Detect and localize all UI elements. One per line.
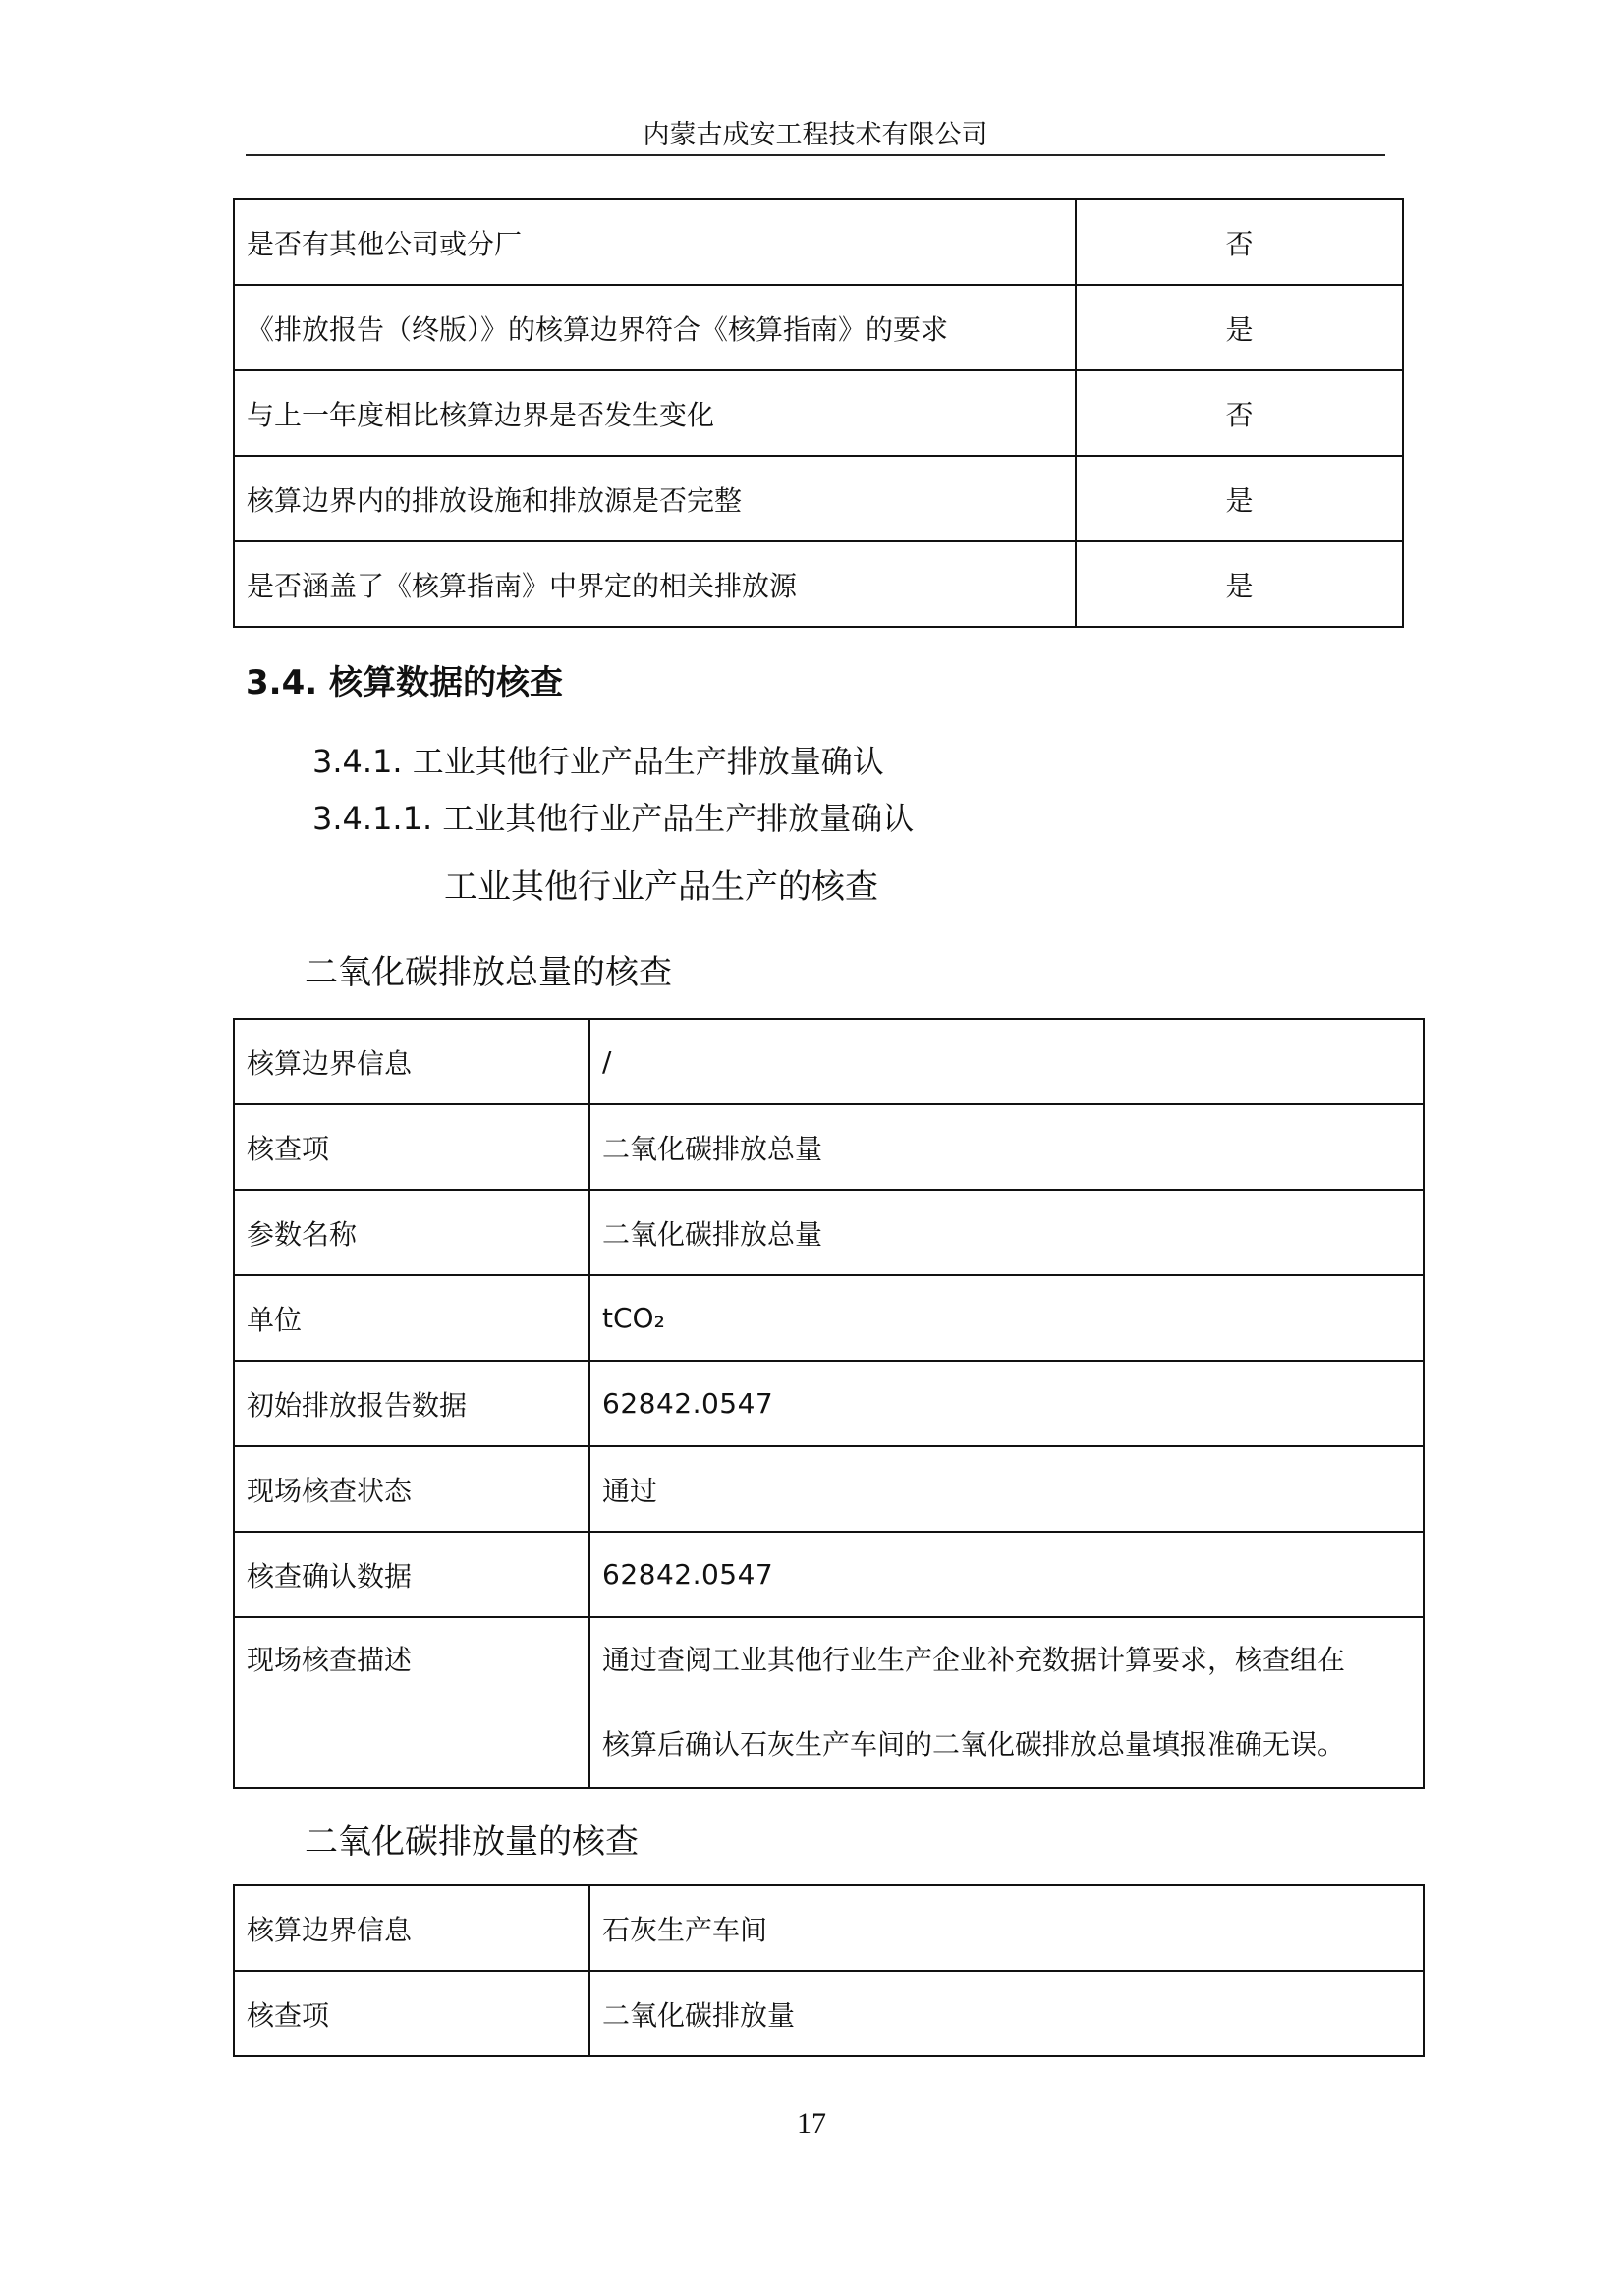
label-cell: 参数名称 xyxy=(234,1190,589,1275)
section-number: 3.4. xyxy=(246,663,318,702)
description-line: 核算后确认石灰生产车间的二氧化碳排放总量填报准确无误。 xyxy=(602,1728,1346,1761)
table-row xyxy=(234,1275,1424,1361)
value-cell: / xyxy=(589,1019,1424,1104)
answer-cell: 是 xyxy=(1076,541,1403,627)
label-cell: 初始排放报告数据 xyxy=(234,1361,589,1446)
label-cell: 现场核查状态 xyxy=(234,1446,589,1532)
table-row xyxy=(234,1885,1424,1971)
value-cell: 二氧化碳排放总量 xyxy=(589,1190,1424,1275)
value-cell: tCO₂ xyxy=(589,1275,1424,1361)
subsection-heading xyxy=(312,739,884,784)
table-row xyxy=(234,1361,1424,1446)
emission-table-title: 二氧化碳排放量的核查 xyxy=(305,1822,639,1862)
table-row xyxy=(234,199,1403,285)
header-rule xyxy=(246,154,1385,156)
table-row xyxy=(234,1019,1424,1104)
value-cell: 二氧化碳排放量 xyxy=(589,1971,1424,2056)
table-row xyxy=(234,370,1403,456)
question-cell: 核算边界内的排放设施和排放源是否完整 xyxy=(234,456,1076,541)
label-cell: 核查确认数据 xyxy=(234,1532,589,1617)
answer-cell: 是 xyxy=(1076,456,1403,541)
total-table-title: 二氧化碳排放总量的核查 xyxy=(305,953,672,992)
section-title: 核算数据的核查 xyxy=(329,663,563,702)
table-row xyxy=(234,456,1403,541)
value-cell: 62842.0547 xyxy=(589,1361,1424,1446)
label-cell: 核算边界信息 xyxy=(234,1019,589,1104)
value-cell: 石灰生产车间 xyxy=(589,1885,1424,1971)
page-header: 内蒙古成安工程技术有限公司 xyxy=(643,120,988,150)
label-cell: 核查项 xyxy=(234,1971,589,2056)
subsubsection-number: 3.4.1.1. xyxy=(312,800,433,837)
section-heading xyxy=(246,658,563,707)
value-cell: 二氧化碳排放总量 xyxy=(589,1104,1424,1190)
label-cell: 单位 xyxy=(234,1275,589,1361)
answer-cell: 是 xyxy=(1076,285,1403,370)
answer-cell: 否 xyxy=(1076,199,1403,285)
answer-cell: 否 xyxy=(1076,370,1403,456)
value-cell: 通过 xyxy=(589,1446,1424,1532)
boundary-check-table xyxy=(233,198,1404,628)
total-emission-table xyxy=(233,1018,1425,1789)
subsubsection-title: 工业其他行业产品生产排放量确认 xyxy=(442,800,915,837)
table-row xyxy=(234,1971,1424,2056)
emission-table xyxy=(233,1884,1425,2057)
label-cell: 核算边界信息 xyxy=(234,1885,589,1971)
description-cell xyxy=(589,1617,1424,1788)
table-row xyxy=(234,1446,1424,1532)
subsection-title: 工业其他行业产品生产排放量确认 xyxy=(412,743,884,780)
question-cell: 是否有其他公司或分厂 xyxy=(234,199,1076,285)
table-row xyxy=(234,1617,1424,1788)
question-cell: 《排放报告（终版）》的核算边界符合《核算指南》的要求 xyxy=(234,285,1076,370)
question-cell: 是否涵盖了《核算指南》中界定的相关排放源 xyxy=(234,541,1076,627)
table-row xyxy=(234,1532,1424,1617)
label-cell: 核查项 xyxy=(234,1104,589,1190)
page-number: 17 xyxy=(797,2107,826,2140)
table-row xyxy=(234,1104,1424,1190)
description-line: 通过查阅工业其他行业生产企业补充数据计算要求，核查组在 xyxy=(602,1644,1346,1676)
label-cell: 现场核查描述 xyxy=(234,1617,589,1788)
value-cell: 62842.0547 xyxy=(589,1532,1424,1617)
subsection-number: 3.4.1. xyxy=(312,743,403,780)
question-cell: 与上一年度相比核算边界是否发生变化 xyxy=(234,370,1076,456)
center-heading: 工业其他行业产品生产的核查 xyxy=(444,868,878,907)
subsubsection-heading xyxy=(312,796,914,841)
table-row xyxy=(234,285,1403,370)
table-row xyxy=(234,541,1403,627)
table-row xyxy=(234,1190,1424,1275)
